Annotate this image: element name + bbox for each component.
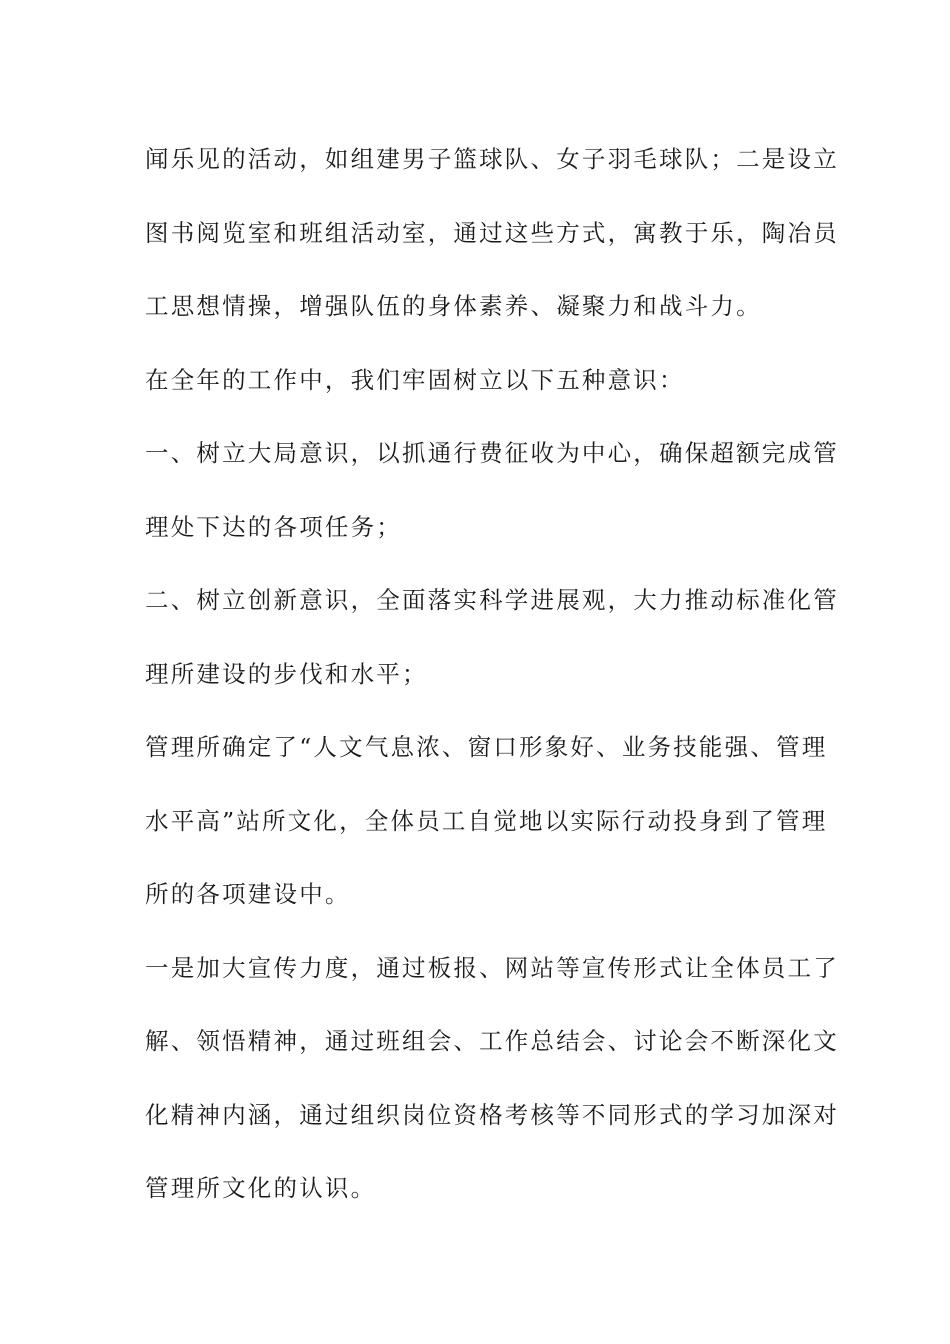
- text-line: 解、领悟精神，通过班组会、工作总结会、讨论会不断深化文: [145, 1027, 839, 1055]
- document-body: [145, 123, 839, 1226]
- text-line: 水平高”站所文化，全体员工自觉地以实际行动投身到了管理: [145, 806, 828, 835]
- text-line: 在全年的工作中，我们牢固树立以下五种意识：: [145, 365, 685, 394]
- text-line: 闻乐见的活动，如组建男子篮球队、女子羽毛球队；二是设立: [145, 145, 839, 173]
- text-line: 所的各项建设中。: [145, 880, 351, 908]
- text-line: 工思想情操，增强队伍的身体素养、凝聚力和战斗力。: [145, 292, 762, 320]
- text-line: 一、树立大局意识，以抓通行费征收为中心，确保超额完成管: [145, 439, 839, 467]
- text-line: 管理所文化的认识。: [145, 1174, 377, 1202]
- text-line: 二、树立创新意识，全面落实科学进展观，大力推动标准化管: [145, 586, 839, 614]
- text-line: 一是加大宣传力度，通过板报、网站等宣传形式让全体员工了: [145, 953, 839, 982]
- text-line: 图书阅览室和班组活动室，通过这些方式，寓教于乐，陶冶员: [145, 218, 839, 247]
- text-line: 理所建设的步伐和水平；: [145, 659, 428, 688]
- text-line: 理处下达的各项任务；: [145, 512, 402, 541]
- text-line: 化精神内涵，通过组织岗位资格考核等不同形式的学习加深对: [145, 1100, 839, 1129]
- text-line: 管理所确定了“人文气息浓、窗口形象好、业务技能强、管理: [145, 733, 828, 761]
